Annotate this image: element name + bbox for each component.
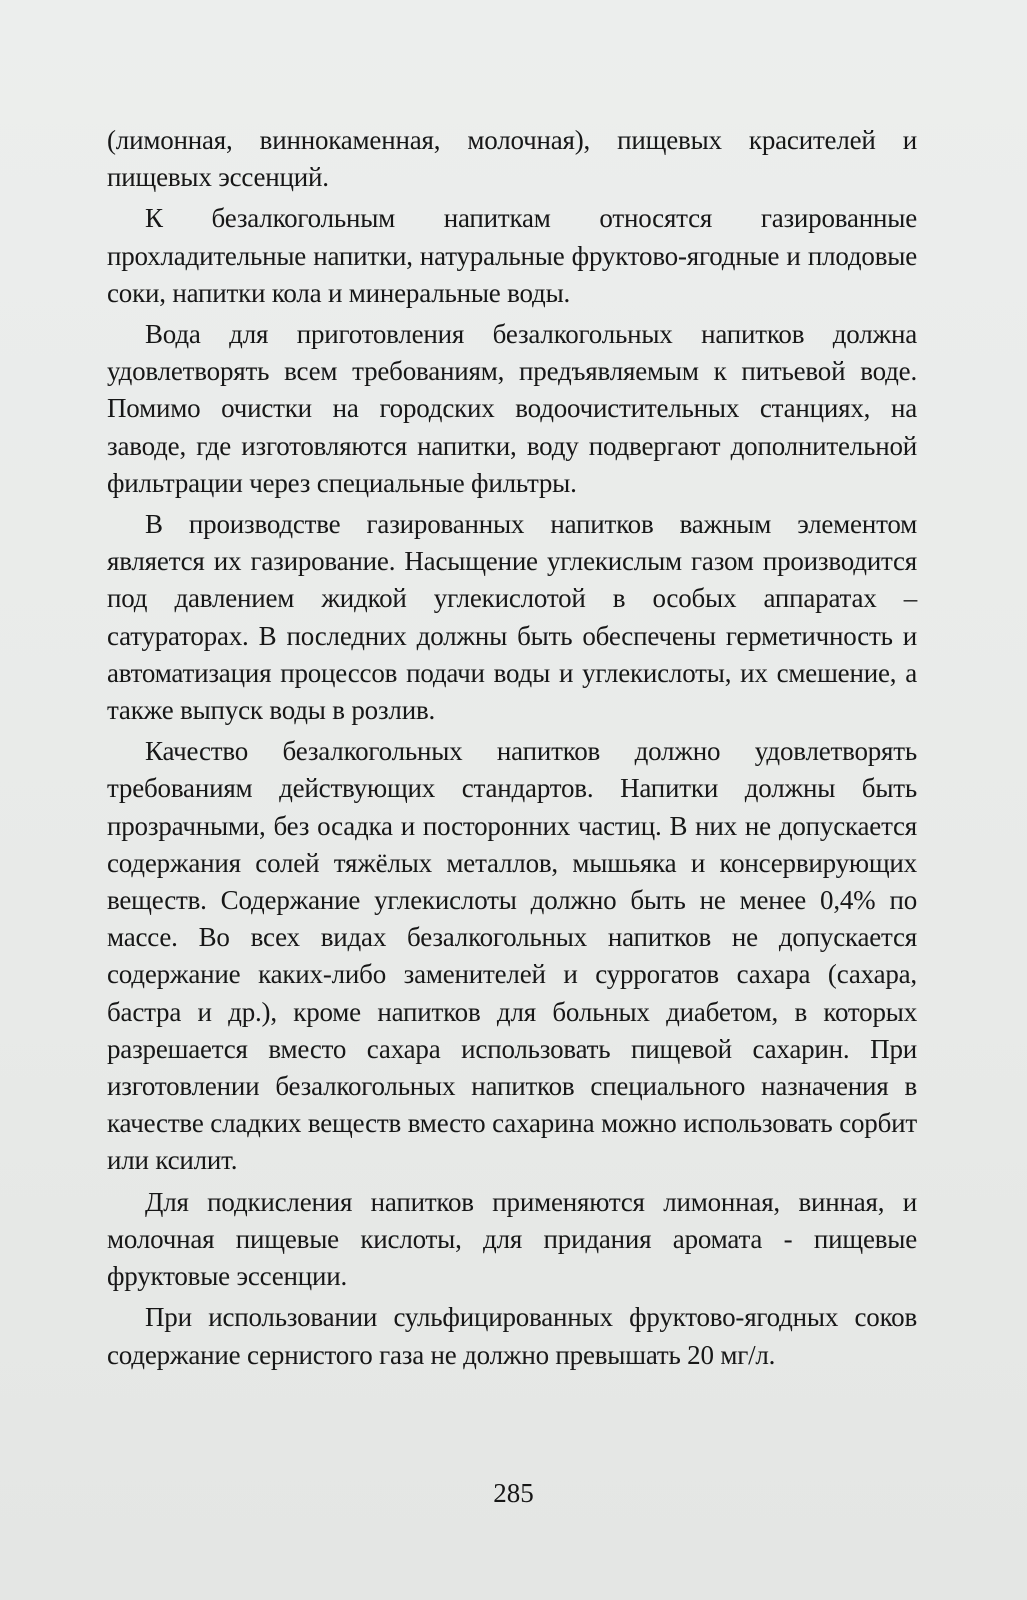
paragraph-non-alcoholic-drinks-types: К безалкогольным напиткам относятся газированные прохладительные напитки, натуральные фруктово-ягодные и плодовые соки, напитки кола и минеральные воды. xyxy=(107,203,917,308)
paragraph-continuation: (лимонная, виннокаменная, молочная), пищевых красителей и пищевых эссенций. xyxy=(107,125,917,193)
page-number: 285 xyxy=(493,1478,534,1508)
paragraph-acidification: Для подкисления напитков применяются лимонная, винная, и молочная пищевые кислоты, для придания аромата - пищевые фруктовые эссенции. xyxy=(107,1186,917,1292)
paragraph-water-requirements: Вода для приготовления безалкогольных напитков должна удовлетворять всем требованиям, предъявляемым к питьевой воде. Помимо очистки на городских водоочистительных станциях, на заводе, где изготовляются напитки, воду подвергают дополнительной фильтрации через специальные фильтры. xyxy=(107,319,917,498)
paragraph-carbonation: В производстве газированных напитков важным элементом является их газирование. Насыщение углекислым газом производится под давлением жидкой углекислотой в особых аппаратах – сатураторах. В последних должны быть обеспечены герметичность и автоматизация процессов подачи воды и углекислоты, их смешение, а также выпуск воды в розлив. xyxy=(107,509,917,726)
paragraph-sulfur-dioxide: При использовании сульфицированных фруктово-ягодных соков содержание сернистого газа не должно превышать 20 мг/л. xyxy=(107,1302,917,1370)
body-text xyxy=(107,122,917,1378)
paragraph-quality-standards: Качество безалкогольных напитков должно удовлетворять требованиям действующих стандартов. Напитки должны быть прозрачными, без осадка и посторонних частиц. В них не допускается содержания солей тяжёлых металлов, мышьяка и консервирующих веществ. Содержание углекислоты должно быть не менее 0,4% по массе. Во всех видах безалкогольных напитков не допускается содержание каких-либо заменителей и суррогатов сахара (сахара, бастра и др.), кроме напитков для больных диабетом, в которых разрешается вместо сахара использовать пищевой сахарин. При изготовлении безалкогольных напитков специального назначения в качестве сладких веществ вместо сахарина можно использовать сорбит или ксилит. xyxy=(107,736,917,1176)
